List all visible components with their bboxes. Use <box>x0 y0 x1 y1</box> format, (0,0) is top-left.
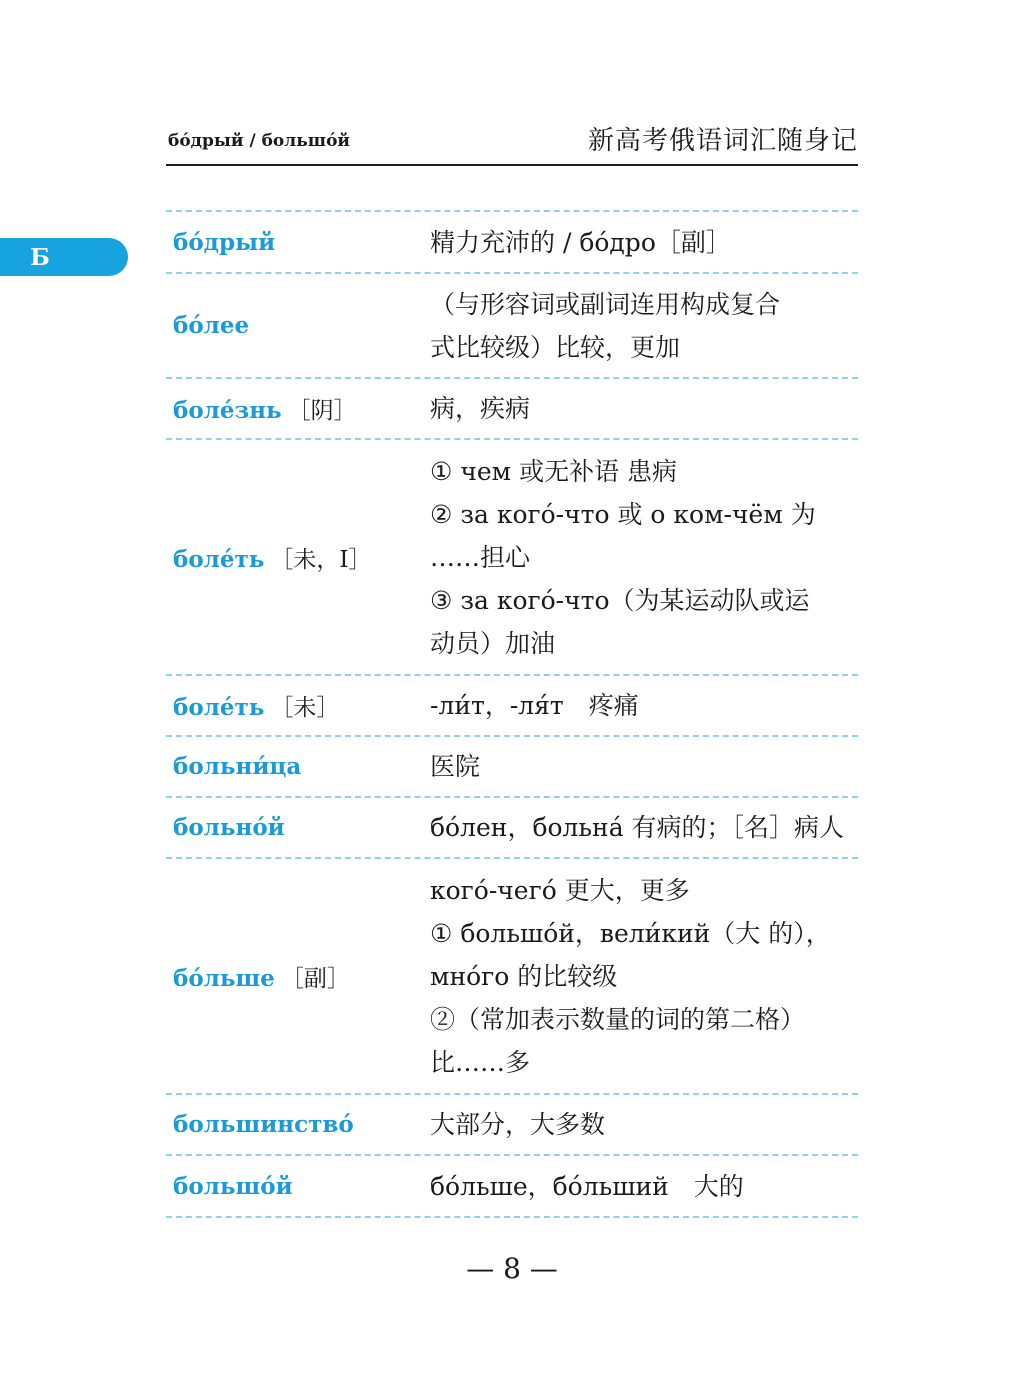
entry-definition <box>430 676 858 735</box>
entry-row <box>166 212 858 274</box>
entry-definition <box>430 275 858 377</box>
headword: большóй <box>173 1172 293 1200</box>
entry-row <box>166 274 858 379</box>
entry-definition <box>430 379 858 438</box>
definition-line: 医院 <box>430 752 481 781</box>
definition-line: ① большóй，вели́кий（大 的）， <box>430 918 831 948</box>
definition-line: 病，疾病 <box>430 394 531 423</box>
entry-row <box>166 379 858 440</box>
page-number: — 8 — <box>466 1252 558 1285</box>
entry-term <box>166 392 430 425</box>
definition-line: -ли́т，-ля́т 疼痛 <box>430 691 639 720</box>
headword: больнóй <box>173 814 285 841</box>
headword: бóлее <box>173 312 250 339</box>
entry-term <box>166 1111 430 1138</box>
entry-term <box>166 689 430 722</box>
definition-line: （与形容词或副词连用构成复合 <box>430 289 781 319</box>
definition-line: 比……多 <box>430 1047 531 1077</box>
definition-line: ……担心 <box>430 542 531 572</box>
running-header-range: бóдрый / большóй <box>168 131 351 151</box>
entry-definition <box>430 1157 858 1216</box>
definition-line: ② за когó-что 或 о ком-чём 为 <box>430 499 816 529</box>
headword: болéть <box>173 545 265 573</box>
entry-term <box>166 814 430 841</box>
headword: больни́ца <box>173 753 302 780</box>
grammar-label: ［副］ <box>280 965 350 992</box>
definition-line: мнóго 的比较级 <box>430 961 618 991</box>
headword: бóльше <box>173 964 275 992</box>
entry-term <box>166 312 430 339</box>
entry-definition <box>430 737 858 796</box>
headword: болéзнь <box>173 397 282 424</box>
definition-line: 动员）加油 <box>430 628 556 658</box>
entry-term <box>166 229 430 256</box>
definition-line: бóльше，бóльший 大的 <box>430 1171 744 1201</box>
definition-line: 精力充沛的 / бóдро［副］ <box>430 227 731 257</box>
grammar-label: ［未］ <box>270 695 340 721</box>
definition-line: ②（常加表示数量的词的第二格） <box>430 1004 806 1034</box>
entry-row <box>166 859 858 1095</box>
headword: бóдрый <box>173 228 276 256</box>
entry-term <box>166 753 430 780</box>
definition-line: 大部分，大多数 <box>430 1110 606 1139</box>
definition-line: 式比较级）比较，更加 <box>430 332 681 362</box>
headword: болéть <box>173 694 265 721</box>
headword: большинствó <box>173 1111 354 1138</box>
grammar-label: ［未，Ⅰ］ <box>270 546 372 573</box>
alphabet-tab <box>0 238 128 276</box>
entry-term <box>166 1173 430 1200</box>
entry-term <box>166 541 430 574</box>
entry-definition <box>430 442 858 673</box>
entry-row <box>166 798 858 859</box>
entry-definition <box>430 798 858 857</box>
definition-line: когó-чегó 更大，更多 <box>430 875 690 905</box>
header-rule <box>166 164 858 166</box>
entry-row <box>166 1156 858 1218</box>
entry-term <box>166 960 430 993</box>
definition-line: ① чем 或无补语 患病 <box>430 456 678 486</box>
definition-line: ③ за когó-что（为某运动队或运 <box>430 585 810 615</box>
definition-line: бóлен，больнá 有病的；［名］病人 <box>430 813 845 842</box>
entry-definition <box>430 213 858 272</box>
vocabulary-table <box>166 210 858 1218</box>
book-title: 新高考俄语词汇随身记 <box>587 126 858 156</box>
entry-definition <box>430 1095 858 1154</box>
entry-row <box>166 676 858 737</box>
entry-row <box>166 1095 858 1156</box>
grammar-label: ［阴］ <box>287 398 357 424</box>
entry-row <box>166 440 858 676</box>
alphabet-tab-letter: Б <box>30 243 50 271</box>
entry-definition <box>430 861 858 1092</box>
entry-row <box>166 737 858 798</box>
